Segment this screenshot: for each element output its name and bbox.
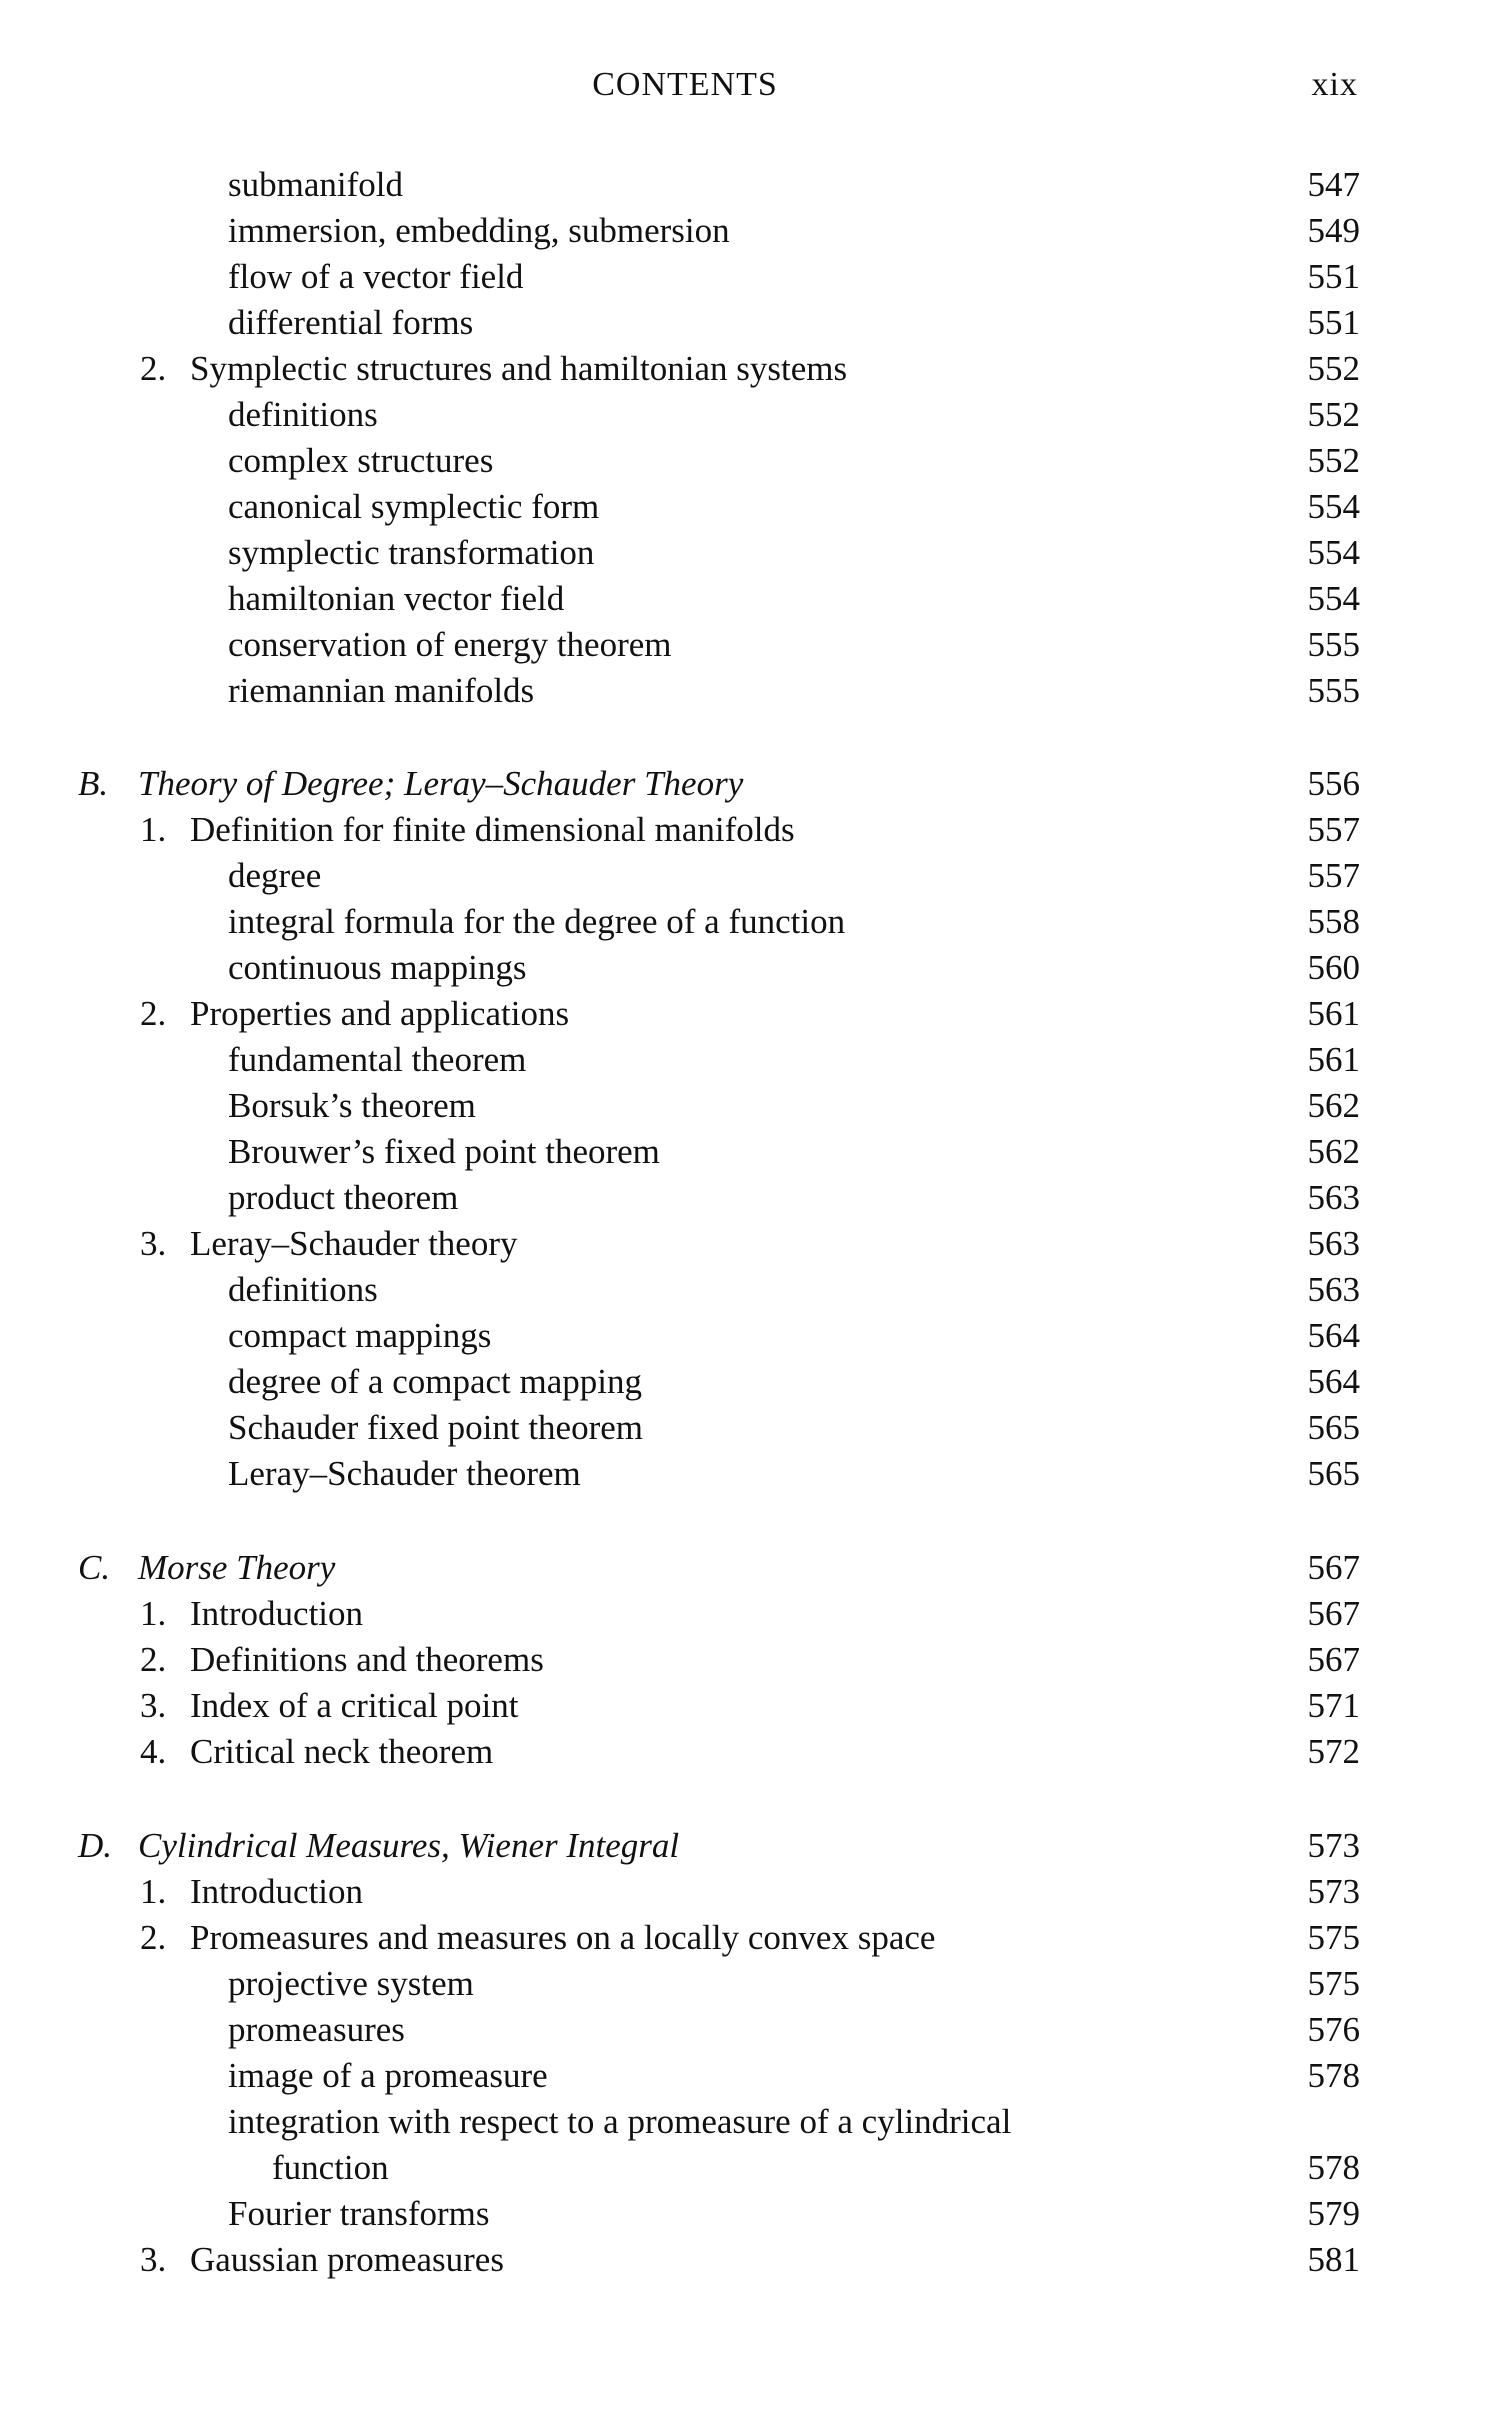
toc-entry-label: continuous mappings: [228, 948, 527, 987]
toc-entry: [0, 1313, 1498, 1359]
toc-entry-label: Leray–Schauder theory: [190, 1224, 518, 1263]
toc-entry: [0, 853, 1498, 899]
toc-entry-label: degree of a compact mapping: [228, 1362, 642, 1401]
toc-entry-number: C.: [78, 1548, 111, 1587]
toc-entry: [0, 1267, 1498, 1313]
running-header-title: CONTENTS: [592, 66, 778, 103]
toc-entry-number: B.: [78, 764, 109, 803]
toc-entry: [0, 2007, 1498, 2053]
toc-entry-page: 567: [1307, 1548, 1360, 1587]
toc-entry: [0, 576, 1498, 622]
toc-entry-label: complex structures: [228, 441, 494, 480]
toc-entry-page: 551: [1307, 257, 1360, 296]
toc-entry: [0, 1129, 1498, 1175]
toc-entry-label: immersion, embedding, submersion: [228, 211, 730, 250]
toc-entry-number: D.: [78, 1826, 113, 1865]
toc-entry-page: 563: [1307, 1270, 1360, 1309]
toc-entry-label: definitions: [228, 1270, 378, 1309]
toc-entry-page: 556: [1307, 764, 1360, 803]
toc-entry: [0, 346, 1498, 392]
toc-entry-label: differential forms: [228, 303, 474, 342]
toc-entry-page: 552: [1307, 395, 1360, 434]
toc-entry-label: canonical symplectic form: [228, 487, 600, 526]
toc-entry: [0, 1359, 1498, 1405]
toc-entry-number: 3.: [140, 2240, 167, 2279]
toc-entry-page: 557: [1307, 856, 1360, 895]
toc-entry-label: Promeasures and measures on a locally convex space: [190, 1918, 936, 1957]
toc-entry-label: promeasures: [228, 2010, 405, 2049]
toc-entry-page: 571: [1307, 1686, 1360, 1725]
toc-entry-page: 564: [1307, 1362, 1360, 1401]
toc-entry-page: 552: [1307, 349, 1360, 388]
toc-entry-number: 1.: [140, 1594, 167, 1633]
toc-entry-page: 547: [1307, 165, 1360, 204]
toc-entry: [0, 2237, 1498, 2283]
toc-entry-label: submanifold: [228, 165, 403, 204]
toc-entry: [0, 438, 1498, 484]
toc-entry-number: 4.: [140, 1732, 167, 1771]
toc-entry-page: 567: [1307, 1594, 1360, 1633]
toc-entry: [0, 945, 1498, 991]
toc-entry: [0, 1915, 1498, 1961]
toc-entry: [0, 1591, 1498, 1637]
toc-entry-page: 565: [1307, 1408, 1360, 1447]
toc-entry-page: 558: [1307, 902, 1360, 941]
toc-entry: [0, 807, 1498, 853]
toc-entry-page: 575: [1307, 1918, 1360, 1957]
toc-entry-label: product theorem: [228, 1178, 459, 1217]
toc-entry-page: 564: [1307, 1316, 1360, 1355]
toc-entry-label: Cylindrical Measures, Wiener Integral: [138, 1826, 680, 1865]
toc-entry-label: projective system: [228, 1964, 474, 2003]
toc-entry-number: 1.: [140, 1872, 167, 1911]
toc-entry-page: 579: [1307, 2194, 1360, 2233]
toc-entry-label: Morse Theory: [138, 1548, 336, 1587]
running-header-page-number: xix: [1311, 66, 1358, 103]
toc-entry: [0, 254, 1498, 300]
toc-entry-label: Index of a critical point: [190, 1686, 519, 1725]
toc-entry-page: 561: [1307, 994, 1360, 1033]
toc-entry: [0, 1221, 1498, 1267]
toc-entry-label: Symplectic structures and hamiltonian systems: [190, 349, 848, 388]
toc-entry-label: Leray–Schauder theorem: [228, 1454, 581, 1493]
toc-entry-page: 563: [1307, 1224, 1360, 1263]
toc-entry-label: integration with respect to a promeasure of a cylindrical: [228, 2102, 1012, 2141]
toc-entry-label: Definitions and theorems: [190, 1640, 544, 1679]
toc-entry-number: 2.: [140, 994, 167, 1033]
toc-entry: [0, 162, 1498, 208]
toc-entry-number: 3.: [140, 1686, 167, 1725]
toc-entry-label: fundamental theorem: [228, 1040, 527, 1079]
toc-entry-label: symplectic transformation: [228, 533, 595, 572]
toc-section: [0, 1823, 1498, 1869]
toc-section: [0, 1545, 1498, 1591]
toc-entry: [0, 2145, 1498, 2191]
toc-entry-page: 565: [1307, 1454, 1360, 1493]
toc-entry-page: 573: [1307, 1826, 1360, 1865]
toc-entry-page: 554: [1307, 487, 1360, 526]
toc-entry-label: compact mappings: [228, 1316, 492, 1355]
toc-entry-page: 567: [1307, 1640, 1360, 1679]
toc-entry-label: Definition for finite dimensional manifolds: [190, 810, 795, 849]
toc-entry-label: function: [272, 2148, 389, 2187]
toc-entry-label: Gaussian promeasures: [190, 2240, 504, 2279]
toc-entry-page: 560: [1307, 948, 1360, 987]
toc-entry: [0, 1083, 1498, 1129]
toc-entry-label: image of a promeasure: [228, 2056, 548, 2095]
toc-entry-label: riemannian manifolds: [228, 671, 535, 710]
toc-entry-label: Introduction: [190, 1872, 364, 1911]
toc-entry-page: 557: [1307, 810, 1360, 849]
toc-entry-label: hamiltonian vector field: [228, 579, 565, 618]
toc-entry: [0, 622, 1498, 668]
toc-entry-page: 555: [1307, 671, 1360, 710]
toc-entry-page: 563: [1307, 1178, 1360, 1217]
toc-entry-label: Fourier transforms: [228, 2194, 490, 2233]
toc-entry-label: Properties and applications: [190, 994, 570, 1033]
toc-entry-page: 552: [1307, 441, 1360, 480]
toc-entry: [0, 300, 1498, 346]
toc-entry-label: Introduction: [190, 1594, 364, 1633]
toc-entry-page: 562: [1307, 1132, 1360, 1171]
toc-entry-label: Brouwer’s fixed point theorem: [228, 1132, 660, 1171]
toc-entry: [0, 899, 1498, 945]
toc-entry-label: Critical neck theorem: [190, 1732, 494, 1771]
toc-entry-number: 2.: [140, 349, 167, 388]
toc-entry: [0, 2099, 1498, 2145]
toc-entry: [0, 1869, 1498, 1915]
toc-entry: [0, 2053, 1498, 2099]
toc-entry-number: 1.: [140, 810, 167, 849]
toc-entry: [0, 208, 1498, 254]
toc-entry: [0, 1037, 1498, 1083]
toc-entry-page: 554: [1307, 533, 1360, 572]
toc-entry-page: 554: [1307, 579, 1360, 618]
toc-entry-page: 573: [1307, 1872, 1360, 1911]
toc-entry: [0, 668, 1498, 714]
toc-entry-label: Schauder fixed point theorem: [228, 1408, 644, 1447]
toc-entry-label: definitions: [228, 395, 378, 434]
toc-entry-page: 551: [1307, 303, 1360, 342]
toc-entry: [0, 1637, 1498, 1683]
toc-entry-page: 561: [1307, 1040, 1360, 1079]
toc-entry: [0, 991, 1498, 1037]
toc-entry-label: degree: [228, 856, 322, 895]
toc-entry-label: flow of a vector field: [228, 257, 524, 296]
toc-entry-label: Borsuk’s theorem: [228, 1086, 476, 1125]
toc-entry: [0, 1451, 1498, 1497]
toc-entry: [0, 2191, 1498, 2237]
toc-entry: [0, 1405, 1498, 1451]
toc-entry: [0, 1175, 1498, 1221]
toc-entry-page: 562: [1307, 1086, 1360, 1125]
toc-entry: [0, 392, 1498, 438]
toc-entry: [0, 1729, 1498, 1775]
toc-entry-label: conservation of energy theorem: [228, 625, 672, 664]
toc-entry-page: 578: [1307, 2056, 1360, 2095]
toc-entry-page: 555: [1307, 625, 1360, 664]
toc-entry: [0, 1683, 1498, 1729]
toc-entry-label: integral formula for the degree of a function: [228, 902, 846, 941]
toc-section: [0, 761, 1498, 807]
toc-entry: [0, 530, 1498, 576]
toc-entry-number: 3.: [140, 1224, 167, 1263]
toc-entry-number: 2.: [140, 1640, 167, 1679]
toc-entry: [0, 1961, 1498, 2007]
toc-entry-page: 581: [1307, 2240, 1360, 2279]
toc-entry-page: 576: [1307, 2010, 1360, 2049]
toc-entry-page: 578: [1307, 2148, 1360, 2187]
toc-entry: [0, 484, 1498, 530]
toc-entry-page: 572: [1307, 1732, 1360, 1771]
toc-entry-label: Theory of Degree; Leray–Schauder Theory: [138, 764, 744, 803]
toc-entry-page: 549: [1307, 211, 1360, 250]
toc-entry-page: 575: [1307, 1964, 1360, 2003]
toc-entry-number: 2.: [140, 1918, 167, 1957]
